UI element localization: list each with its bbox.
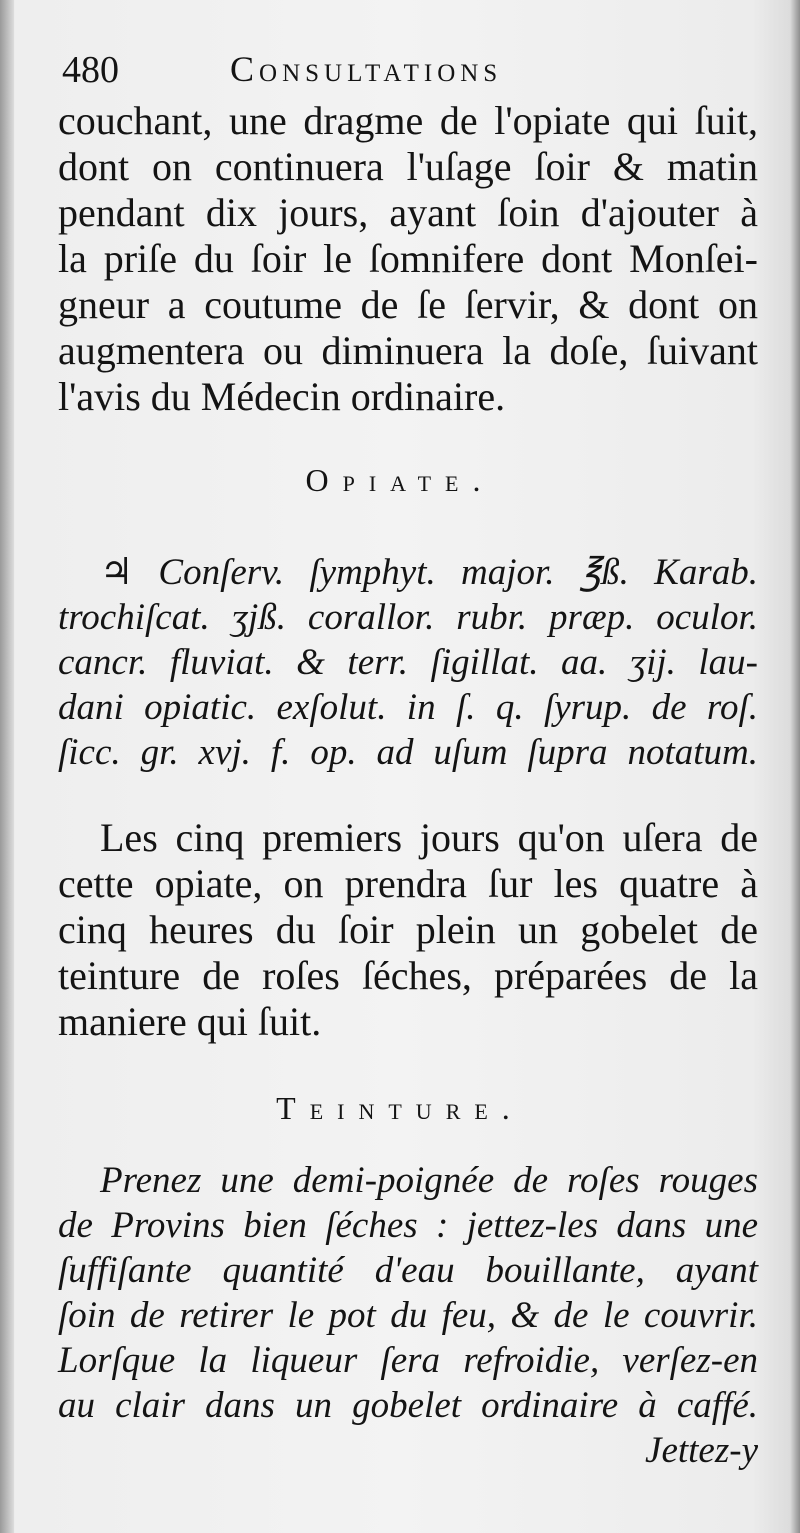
- text-line: couchant, une dragme de l'opiate qui ſuit,: [58, 98, 758, 143]
- instruction-line: Prenez une demi-poignée de roſes rouges: [100, 1160, 758, 1201]
- section-heading-teinture: Teinture.: [276, 1090, 524, 1126]
- instruction-line: au clair dans un gobelet ordinaire à caffé.: [58, 1385, 758, 1426]
- text-line: cinq heures du ſoir plein un gobelet de: [58, 907, 758, 952]
- page-left-edge: [0, 0, 14, 1533]
- instruction-line: ſuffiſante quantité d'eau bouillante, ayant: [58, 1250, 758, 1291]
- page-header: [62, 48, 752, 98]
- paragraph-first-line: [100, 815, 758, 861]
- recipe-line: dani opiatic. exſolut. in ſ. q. ſyrup. de roſ.: [58, 687, 758, 728]
- catchword: Jettez-y: [645, 1430, 758, 1471]
- paragraph-tincture-use: [58, 861, 758, 1045]
- section-heading-opiate: Opiate.: [305, 462, 495, 498]
- recipe-block: [100, 550, 758, 595]
- text-line: Les cinq premiers jours qu'on uſera de: [100, 815, 758, 860]
- page-right-edge: [790, 0, 800, 1533]
- text-line: l'avis du Médecin ordinaire.: [58, 374, 506, 419]
- recipe-line: trochiſcat. ʒjß. corallor. rubr. præp. oculor.: [58, 597, 758, 638]
- page-number: 480: [62, 49, 119, 91]
- text-line: maniere qui ſuit.: [58, 999, 322, 1044]
- text-line: cette opiate, on prendra ſur les quatre à: [58, 861, 758, 906]
- text-line: pendant dix jours, ayant ſoin d'ajouter à: [58, 190, 758, 235]
- instructions-first-line: [100, 1158, 758, 1203]
- recipe-line: cancr. fluviat. & terr. ſigillat. aa. ʒij. lau-: [58, 642, 758, 683]
- instruction-line: de Provins bien ſéches : jettez-les dans une: [58, 1205, 758, 1246]
- text-line: teinture de roſes ſéches, préparées de la: [58, 953, 758, 998]
- running-title: Consultations: [230, 49, 503, 89]
- paragraph-dosage: [58, 98, 758, 420]
- text-line: la priſe du ſoir le ſomnifere dont Monſei-: [58, 236, 758, 281]
- instruction-line: ſoin de retirer le pot du feu, & de le couvrir.: [58, 1295, 758, 1336]
- recipe-line: ♃ Conſerv. ſymphyt. major. ℥ß. Karab.: [100, 552, 758, 593]
- text-line: augmentera ou diminuera la doſe, ſuivant: [58, 328, 758, 373]
- text-line: gneur a coutume de ſe ſervir, & dont on: [58, 282, 758, 327]
- instructions-block: [58, 1203, 758, 1473]
- text-line: dont on continuera l'uſage ſoir & matin: [58, 144, 758, 189]
- instruction-line: Lorſque la liqueur ſera refroidie, verſez-en: [58, 1340, 758, 1381]
- recipe-line: ſicc. gr. xvj. f. op. ad uſum ſupra notatum.: [58, 732, 758, 773]
- recipe-block-cont: [58, 595, 758, 775]
